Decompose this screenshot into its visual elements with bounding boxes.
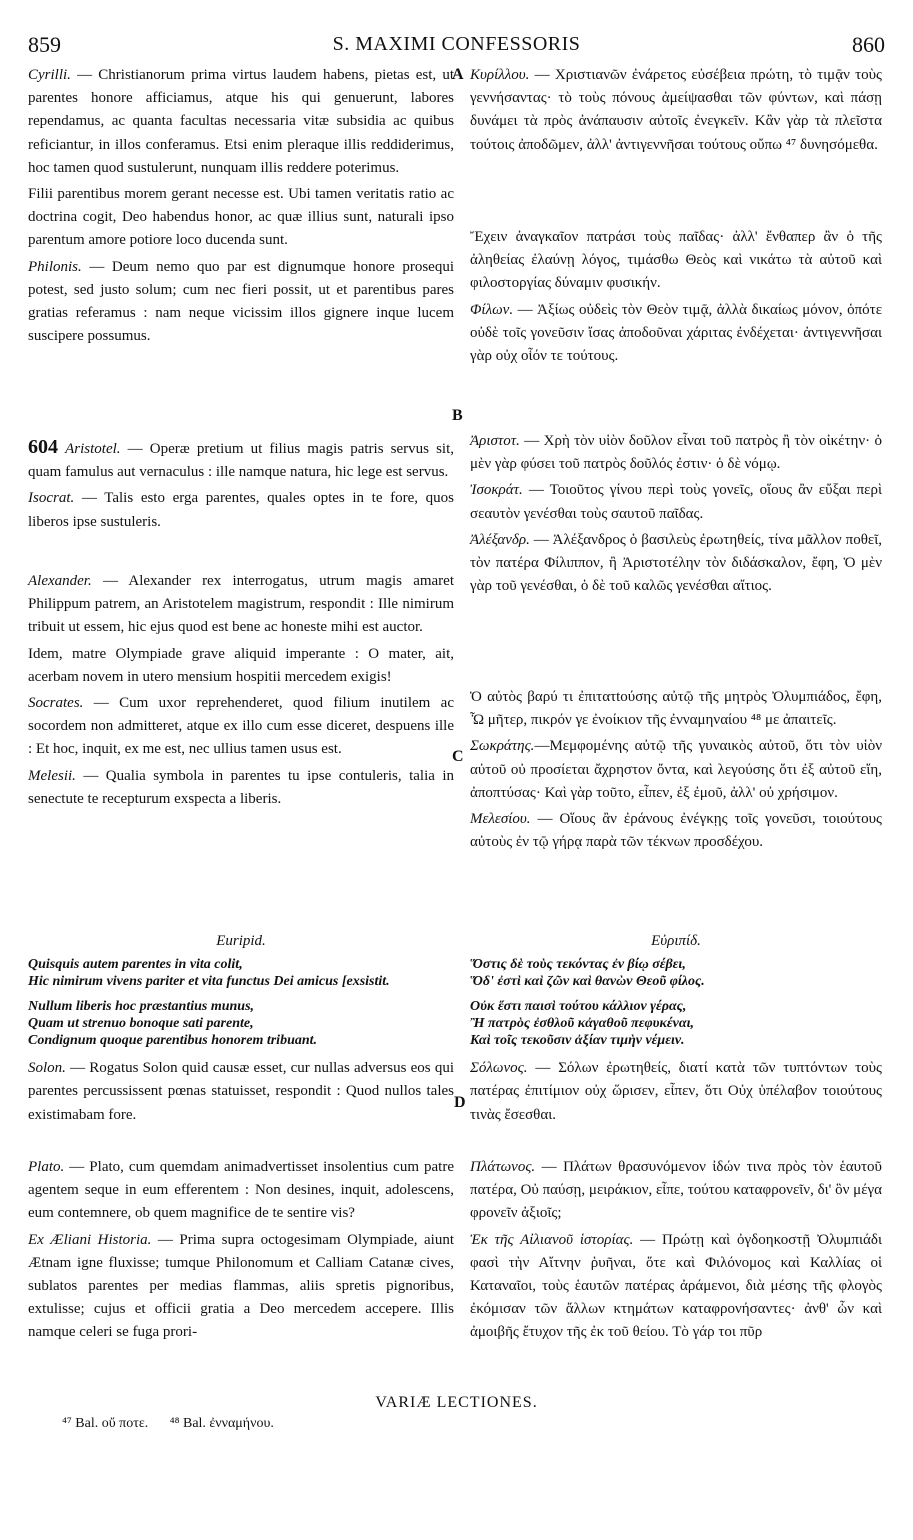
variae-lectiones-title: VARIÆ LECTIONES. xyxy=(375,1394,538,1411)
greek-poem-stanza-1: Ὅστις δὲ τοὺς τεκόντας ἐν βίῳ σέβει, Ὅδ' ἐστὶ καὶ ζῶν καὶ θανὼν Θεοῦ φίλος. xyxy=(470,957,705,990)
latin-poem-stanza-2: Nullum liberis hoc præstantius munus, Quam ut strenuo bonoque sati parente, Condignum quoque parentibus honorem tribuant. xyxy=(28,999,318,1049)
greek-block-aristotle xyxy=(470,430,882,601)
latin-paragraph: Cyrilli. — Christianorum prima virtus laudem habens, pietas est, ut parentes honore afficiamus, atque his qui genuerunt, labores rependamus, ac quanta facultas necessaria vitæ subsidia ac quibus reficiantur, in illos conferamus. Etsi enim pleraque illis reddiderimus, hoc tamen quod sustulerunt, nunquam illis reddere poterimus. xyxy=(28,67,454,176)
latin-block-plato xyxy=(28,1156,454,1348)
greek-paragraph: Ἰσοκράτ. — Τοιοῦτος γίνου περὶ τοὺς γονεῖς, οἵους ἂν εὔξαι περὶ σεαυτὸν γενέσθαι τοὺς σαυτοῦ παῖδας. xyxy=(470,482,882,522)
greek-paragraph: Κυρίλλου. — Χριστιανῶν ἐνάρετος εὐσέβεια πρώτη, τὸ τιμᾷν τοὺς γεννήσαντας· τὸ τοὺς πόνους ἀμείψασθαι τῶν φύντων, καὶ πάσῃ δυνάμει τὰ πρὸς ἀνάπαυσιν αὐτοῖς ἐνεγκεῖν. Κἂν γὰρ τὰ πλεῖστα τούτοις ἀποδῶμεν, ἀλλ' ἀντιγεννῆσαι τούτους οὔπω ⁴⁷ δυνησόμεθα. xyxy=(470,67,882,153)
latin-block-alexander xyxy=(28,570,454,814)
latin-paragraph: Solon. — Rogatus Solon quid causæ esset, cur nullas adversus eos qui parentes percussissent pœnas statuisset, respondit : Quod nullos tales existimabam fore. xyxy=(28,1060,454,1123)
latin-poem-stanza-1: Quisquis autem parentes in vita colit, Hic nimirum vivens pariter et vita functus Dei amicus [exsistit. xyxy=(28,957,390,990)
greek-paragraph: Μελεσίου. — Οἵους ἂν ἐράνους ἐνέγκῃς τοῖς γονεῦσι, τοιούτους αὐτοὺς ἐν τῷ γήρᾳ παρὰ τῶν τέκνων προσδέχου. xyxy=(470,811,882,851)
greek-paragraph: Πλάτωνος. — Πλάτων θρασυνόμενον ἰδών τινα πρὸς τὸν ἑαυτοῦ πατέρα, Οὐ παύσῃ, μειράκιον, εἶπε, τούτου καταφρονεῖν, δι' ὃν μέγα φρονεῖν ἀξιοῖς; xyxy=(470,1159,882,1222)
greek-block-euripides xyxy=(470,930,882,1130)
greek-paragraph: Σόλωνος. — Σόλων ἐρωτηθείς, διατί κατὰ τῶν τυπτόντων τοὺς πατέρας ἐπιτίμιον οὐχ ὥρισεν, εἶπεν, ὅτι Οὐχ ὑπέλαβον τοιούτους τινὰς ἔσεσθαι. xyxy=(470,1060,882,1123)
greek-paragraph: Ἐκ τῆς Αἰλιανοῦ ἱστορίας. — Πρώτῃ καὶ ὀγδοηκοστῇ Ὀλυμπιάδι φασὶ τὴν Αἴτνην ῥυῆναι, ὅτε καὶ Φιλόνομος καὶ Καλλίας οἱ Καταναῖοι, τοὺς ἑαυτῶν πατέρας ἀράμενοι, διὰ μέσης τῆς φλογὸς ἐκόμισαν τῶν ἄλλων κτημάτων καταφρονήσαντες· ἀνθ' ὧν καὶ ἀμοιβῆς ἔτυχον τῆς ἐκ τοῦ θείου. Τὸ γάρ τοι πῦρ xyxy=(470,1231,882,1341)
latin-paragraph: Ex Æliani Historia. — Prima supra octogesimam Olympiade, aiunt Ætnam igne fluxisse; tumque Philonomum et Calliam Catanæ cives, sublatos parentes per medias flammas, aliis spretis pignoribus, extulisse; cujus et officii gratia a Deo mercedem accepere. Illis namque celeri se fuga prori- xyxy=(28,1231,454,1341)
greek-block-filii xyxy=(470,226,882,371)
latin-paragraph: Isocrat. — Talis esto erga parentes, quales optes in te fore, quos liberos ipse sustuleris. xyxy=(28,490,454,530)
greek-paragraph: Φίλων. — Ἀξίως οὐδεὶς τὸν Θεὸν τιμᾷ, ἀλλὰ δικαίως μόνον, ὁπότε οὐδὲ τοῖς γονεῦσιν ἴσας ἀποδοῦναι χάριτας ἐνδέχεται· ἀντιγεννῆσαι γὰρ οὐχ οἷόν τε τούτους. xyxy=(470,301,882,365)
greek-paragraph: Ἔχειν ἀναγκαῖον πατράσι τοὺς παῖδας· ἀλλ' ἔνθαπερ ἂν ὁ τῆς ἀληθείας ἐλαύνῃ λόγος, τιμάσθω Θεὸς καὶ νικάτω τὰ αὐτοῦ καὶ φιλοστοργίας δύναμιν φυσικήν. xyxy=(470,229,882,292)
latin-poem-heading: Euripid. xyxy=(216,933,266,949)
greek-block-plato xyxy=(470,1156,882,1348)
latin-paragraph: 604 Aristotel. — Operæ pretium ut filius magis patris servus sit, quam famulus aut vernaculus : ille namque natura, hic lege est servus. xyxy=(28,436,454,481)
marker-d: D xyxy=(454,1094,466,1111)
latin-block-cyril xyxy=(28,64,454,351)
footnote-48: ⁴⁸ Bal. ἐνναμήνου. xyxy=(169,1416,274,1431)
running-title: S. MAXIMI CONFESSORIS xyxy=(332,33,581,55)
latin-paragraph: Plato. — Plato, cum quemdam animadvertisset insolentius cum patre agentem seque in eum efferentem : Non desines, inquit, adolescens, eum contemnere, ob quem magnifice de te sentire vis? xyxy=(28,1159,454,1222)
marker-c: C xyxy=(452,748,464,765)
latin-paragraph: Melesii. — Qualia symbola in parentes tu ipse contuleris, talia in senectute te recepturum exspecta a liberis. xyxy=(28,767,454,807)
greek-poem-heading: Εὐριπίδ. xyxy=(651,933,701,949)
page-number-right: 860 xyxy=(852,32,885,57)
greek-poem-stanza-2: Οὐκ ἔστι παισὶ τούτου κάλλιον γέρας, Ἢ πατρὸς ἐσθλοῦ κἀγαθοῦ πεφυκέναι, Καὶ τοῖς τεκοῦσιν ἀξίαν τιμὴν νέμειν. xyxy=(470,999,694,1049)
latin-paragraph: Philonis. — Deum nemo quo par est dignumque honore prosequi potest, sed justo solum; cum nec fieri possit, ut et parentibus pares gratias referamus : nam neque vicissim illos gignere inque lucem suscipere possumus. xyxy=(28,258,454,345)
latin-block-aristotle xyxy=(28,436,454,537)
latin-paragraph: Idem, matre Olympiade grave aliquid imperante : O mater, ait, acerbam novem in utero mensium hospitii mercedem exigis! xyxy=(28,645,454,685)
greek-paragraph: Ἀριστοτ. — Χρὴ τὸν υἱὸν δοῦλον εἶναι τοῦ πατρὸς ἢ τὸν οἰκέτην· ὁ μὲν γὰρ φύσει τοῦ πατρὸς δοῦλός ἐστιν· ὁ δὲ νόμῳ. xyxy=(470,433,882,473)
latin-paragraph: Alexander. — Alexander rex interrogatus, utrum magis amaret Philippum patrem, an Aristotelem magistrum, respondit : Ille nimirum tribuit ut essem, hic ejus quod est bene ac honeste mihi est auctor. xyxy=(28,573,454,636)
marker-b: B xyxy=(452,407,463,424)
greek-paragraph: Ἀλέξανδρ. — Ἀλέξανδρος ὁ βασιλεὺς ἐρωτηθείς, τίνα μᾶλλον ποθεῖ, τὸν πατέρα Φίλιππον, ἢ Ἀριστοτέλην τὸν διδάσκαλον, ἔφη, Ὁ μὲν γὰρ τοῦ γενέσθαι, ὁ δὲ τοῦ καλῶς γενέσθαι αἴτιος. xyxy=(470,531,882,595)
greek-paragraph: Σωκράτης.—Μεμφομένης αὐτῷ τῆς γυναικὸς αὐτοῦ, ὅτι τὸν υἱὸν αὐτοῦ οὐ προσίεται ἄχρηστον ὄντα, καὶ λεγούσης ὅτι ἐξ αὐτοῦ εἴη, ἀποπτύσας· Καὶ γὰρ τοῦτο, εἶπεν, ἐξ ἐμοῦ, ἀλλ' οὐ χρήσιμον. xyxy=(470,738,882,801)
latin-paragraph: Socrates. — Cum uxor reprehenderet, quod filium inutilem ac socordem non admitteret, atque ex illo cum esse diceret, despuens ille : Et hoc, inquit, ex me est, nec ullius tamen usus est. xyxy=(28,695,454,758)
footnotes xyxy=(62,1416,292,1432)
latin-block-euripides xyxy=(28,930,454,1130)
page-header xyxy=(28,30,885,60)
latin-paragraph: Filii parentibus morem gerant necesse est. Ubi tamen veritatis ratio ac doctrina cogit, Deo habendus honor, ac quæ illius sunt, naturali ipso parentum amore potiore loco ducenda sunt. xyxy=(28,186,454,249)
page-number-left: 859 xyxy=(28,32,61,57)
marker-a: A xyxy=(452,66,464,83)
footnote-47: ⁴⁷ Bal. οὔ ποτε. xyxy=(62,1416,149,1431)
greek-block-idem xyxy=(470,686,882,857)
greek-paragraph: Ὁ αὐτὸς βαρύ τι ἐπιτατtούσης αὐτῷ τῆς μητρὸς Ὀλυμπιάδος, ἔφη, Ὦ μῆτερ, πικρόν γε ἐνοίκιον τῆς ἐνναμηναίου ⁴⁸ με ἀπαιτεῖς. xyxy=(470,689,882,729)
greek-block-cyril xyxy=(470,64,882,160)
